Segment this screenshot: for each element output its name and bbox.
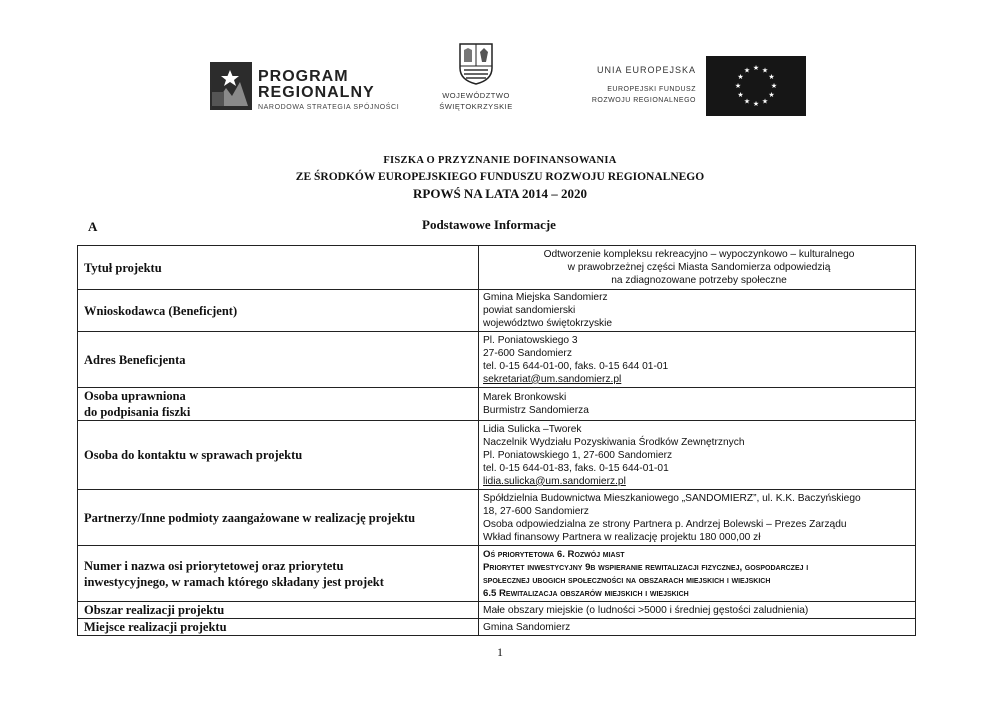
row-value-partners: Spółdzielnia Budownictwa Mieszkaniowego „SANDOMIERZ”, ul. K.K. Baczyńskiego 18, 27-600 Sandomierz Osoba odpowiedzialna ze strony Partnera p. Andrzej Bolewski – Prezes Zarządu Wkład finansowy Partnera w realizację projektu 180 000,00 zł xyxy=(479,490,916,546)
table-row xyxy=(78,619,916,636)
document-title-line3: RPOWŚ NA LATA 2014 – 2020 xyxy=(413,186,587,201)
wojewodztwo-logo xyxy=(420,42,532,114)
program-logo-line1: PROGRAM xyxy=(258,68,349,85)
eu-logo-line2: EUROPEJSKI FUNDUSZ xyxy=(607,86,696,93)
eu-flag-icon xyxy=(706,56,806,116)
program-logo-line3: NARODOWA STRATEGIA SPÓJNOŚCI xyxy=(258,104,400,111)
svg-text:★: ★ xyxy=(734,82,742,90)
eu-logo xyxy=(566,56,806,116)
svg-text:★: ★ xyxy=(737,73,744,81)
table-row xyxy=(78,246,916,290)
row-label-area: Obszar realizacji projektu xyxy=(78,602,479,619)
row-label-applicant: Wnioskodawca (Beneficjent) xyxy=(78,290,479,332)
eu-logo-line1: UNIA EUROPEJSKA xyxy=(596,65,696,75)
row-label-authorized: Osoba uprawniona do podpisania fiszki xyxy=(78,388,479,421)
row-value-authorized: Marek Bronkowski Burmistrz Sandomierza xyxy=(479,388,916,421)
svg-text:★: ★ xyxy=(743,66,751,75)
svg-text:★: ★ xyxy=(737,91,744,99)
svg-text:★: ★ xyxy=(752,100,760,108)
row-label-partners: Partnerzy/Inne podmioty zaangażowane w realizację projektu xyxy=(78,490,479,546)
coat-of-arms-icon xyxy=(458,42,494,86)
svg-text:★: ★ xyxy=(761,66,769,75)
table-row xyxy=(78,332,916,388)
page-number: 1 xyxy=(497,645,503,659)
table-row xyxy=(78,602,916,619)
svg-text:★: ★ xyxy=(768,91,775,99)
table-row xyxy=(78,546,916,602)
section-title: Podstawowe Informacje xyxy=(422,217,556,232)
row-label-address: Adres Beneficjenta xyxy=(78,332,479,388)
region-logo-line2: ŚWIĘTOKRZYSKIE xyxy=(439,102,513,111)
section-letter: A xyxy=(88,219,98,234)
svg-text:★: ★ xyxy=(743,97,751,106)
contact-email-link[interactable]: lidia.sulicka@um.sandomierz.pl xyxy=(483,475,626,487)
row-value-applicant: Gmina Miejska Sandomierz powiat sandomierski województwo świętokrzyskie xyxy=(479,290,916,332)
svg-text:★: ★ xyxy=(752,64,760,72)
row-value-title: Odtworzenie kompleksu rekreacyjno – wypoczynkowo – kulturalnego w prawobrzeżnej części Miasta Sandomierza odpowiedzią na zdiagnozowane potrzeby społeczne xyxy=(479,246,916,290)
document-title-line2: ZE ŚRODKÓW EUROPEJSKIEGO FUNDUSZU ROZWOJU REGIONALNEGO xyxy=(295,171,705,183)
table-row xyxy=(78,490,916,546)
svg-text:★: ★ xyxy=(768,73,775,81)
row-value-address: Pl. Poniatowskiego 3 27-600 Sandomierz tel. 0-15 644-01-00, faks. 0-15 644 01-01 sekretariat@um.sandomierz.pl xyxy=(479,332,916,388)
basic-info-table xyxy=(77,245,916,636)
table-row xyxy=(78,290,916,332)
row-label-location: Miejsce realizacji projektu xyxy=(78,619,479,636)
svg-text:★: ★ xyxy=(770,82,778,90)
eu-logo-line3: ROZWOJU REGIONALNEGO xyxy=(591,97,696,104)
row-value-priority-axis: Oś priorytetowa 6. Rozwój miast Priorytet inwestycyjny 9b wspieranie rewitalizacji fizycznej, gospodarczej i społecznej ubogich społeczności na obszarach miejskich i wiejskich 6.5 Rewitalizacja obszarów miejskich i wiejskich xyxy=(479,546,916,602)
email-link[interactable]: sekretariat@um.sandomierz.pl xyxy=(483,373,622,385)
row-label-contact: Osoba do kontaktu w sprawach projektu xyxy=(78,421,479,490)
program-regionalny-mark-icon xyxy=(210,62,252,110)
row-value-contact: Lidia Sulicka –Tworek Naczelnik Wydziału Pozyskiwania Środków Zewnętrznych Pl. Poniatowskiego 1, 27-600 Sandomierz tel. 0-15 644-01-83, faks. 0-15 644-01-01 lidia.sulicka@um.sandomierz.pl xyxy=(479,421,916,490)
region-logo-line1: WOJEWÓDZTWO xyxy=(442,91,510,100)
row-value-location: Gmina Sandomierz xyxy=(479,619,916,636)
program-logo-line2: REGIONALNY xyxy=(258,84,375,101)
program-regionalny-logo xyxy=(210,62,415,114)
document-title-line1: FISZKA O PRZYZNANIE DOFINANSOWANIA xyxy=(383,155,617,166)
table-row xyxy=(78,388,916,421)
row-value-area: Małe obszary miejskie (o ludności >5000 i średniej gęstości zaludnienia) xyxy=(479,602,916,619)
table-row xyxy=(78,421,916,490)
row-label-title: Tytuł projektu xyxy=(78,246,479,290)
row-label-priority-axis: Numer i nazwa osi priorytetowej oraz priorytetu inwestycyjnego, w ramach którego składany jest projekt xyxy=(78,546,479,602)
svg-text:★: ★ xyxy=(761,97,769,106)
